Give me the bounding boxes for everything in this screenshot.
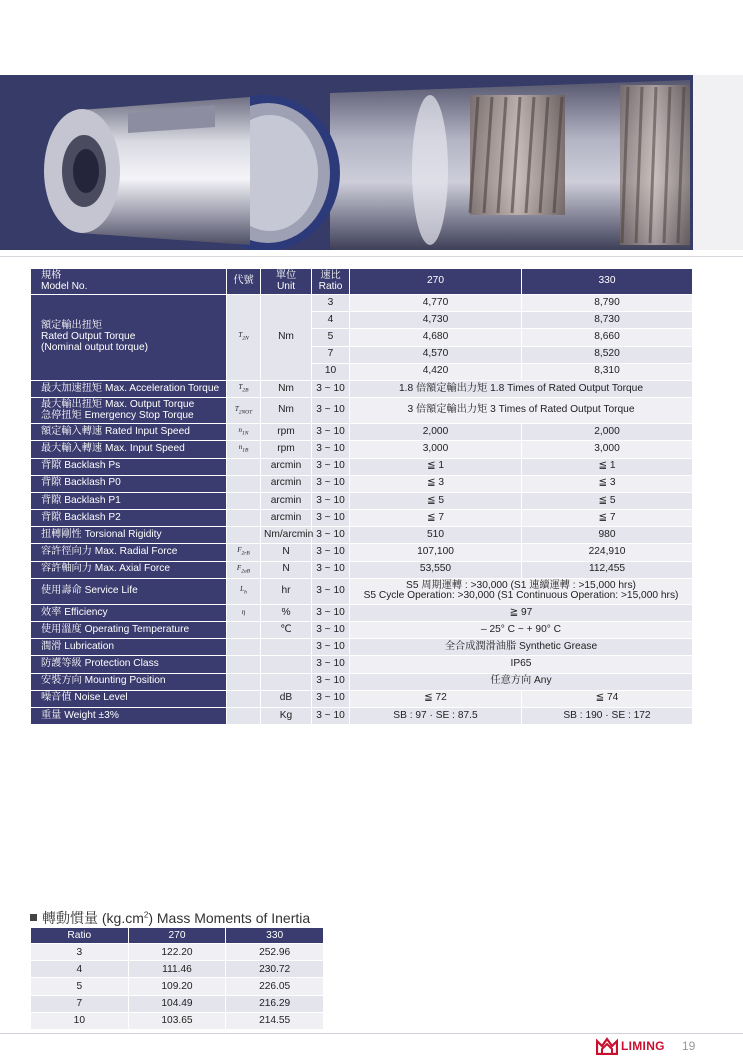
spec-row [31,398,693,424]
square-bullet-icon [30,914,37,921]
row-label: 效率 Efficiency [31,604,227,621]
spec-row [31,492,693,509]
value-270: 4,680 [350,329,522,346]
merged-value: IP65 [350,656,693,673]
ratio-cell: 3 ~ 10 [312,707,350,724]
unit-cell: rpm [261,441,312,458]
header-ratio: 速比 Ratio [312,269,350,295]
value-330: ≦ 5 [522,492,693,509]
symbol-cell [227,527,261,544]
value-330: 8,660 [522,329,693,346]
merged-value: ≧ 97 [350,604,693,621]
row-label: 使用壽命 Service Life [31,578,227,604]
value-270: 107,100 [350,544,522,561]
value-330: 224,910 [522,544,693,561]
symbol-cell: $T_{2NOT}$ [227,398,261,424]
row-label: 背隙 Backlash Ps [31,458,227,475]
inertia-row [31,995,324,1012]
ratio-cell: 3 ~ 10 [312,398,350,424]
value-330: 980 [522,527,693,544]
inertia-value: 103.65 [128,1012,226,1029]
inertia-ratio: 10 [31,1012,129,1029]
ratio-cell: 3 ~ 10 [312,673,350,690]
header-330: 330 [522,269,693,295]
row-label: 背隙 Backlash P2 [31,510,227,527]
ratio-cell: 3 ~ 10 [312,578,350,604]
inertia-ratio: 7 [31,995,129,1012]
brand-name: LIMING [621,1039,665,1053]
value-270: 4,570 [350,346,522,363]
inertia-value: 122.20 [128,944,226,961]
spec-row [31,527,693,544]
ratio-cell: 3 ~ 10 [312,424,350,441]
symbol-cell [227,475,261,492]
inertia-header-1: 270 [128,928,226,944]
spec-row [31,622,693,639]
ratio-cell: 3 ~ 10 [312,492,350,509]
inertia-value: 104.49 [128,995,226,1012]
value-330: ≦ 7 [522,510,693,527]
unit-cell: rpm [261,424,312,441]
page-number: 19 [682,1039,696,1053]
symbol-cell [227,458,261,475]
unit-cell: Kg [261,707,312,724]
symbol-cell [227,639,261,656]
symbol-cell: $n_{1B}$ [227,441,261,458]
inertia-table [30,927,324,1030]
inertia-ratio: 5 [31,978,129,995]
unit-cell: dB [261,690,312,707]
ratio-cell: 4 [312,312,350,329]
value-330: 8,310 [522,363,693,380]
ratio-cell: 3 ~ 10 [312,380,350,397]
symbol-cell: $T_{2B}$ [227,380,261,397]
spec-row [31,707,693,724]
ratio-cell: 3 ~ 10 [312,544,350,561]
spec-row [31,424,693,441]
merged-value: – 25° C ~ + 90° C [350,622,693,639]
symbol-cell [227,690,261,707]
inertia-ratio: 3 [31,944,129,961]
inertia-value: 109.20 [128,978,226,995]
symbol-cell: η [227,604,261,621]
value-330: ≦ 3 [522,475,693,492]
value-270: ≦ 5 [350,492,522,509]
value-330: 2,000 [522,424,693,441]
spec-row [31,544,693,561]
header-symbol: 代號 [227,269,261,295]
footer-divider [0,1033,743,1034]
spec-header-row [31,269,693,295]
spec-row [31,656,693,673]
inertia-value: 230.72 [226,961,324,978]
ratio-cell: 3 ~ 10 [312,639,350,656]
ratio-cell: 3 ~ 10 [312,604,350,621]
spec-row [31,604,693,621]
symbol-cell: $F_{2rB}$ [227,544,261,561]
ratio-cell: 3 ~ 10 [312,441,350,458]
header-model: 規格 Model No. [31,269,227,295]
inertia-value: 214.55 [226,1012,324,1029]
inertia-ratio: 4 [31,961,129,978]
ratio-cell: 5 [312,329,350,346]
value-270: ≦ 7 [350,510,522,527]
symbol-cell [227,492,261,509]
spec-row [31,578,693,604]
spec-row [31,561,693,578]
unit-cell [261,656,312,673]
unit-cell: N [261,544,312,561]
value-330: 3,000 [522,441,693,458]
inertia-row [31,1012,324,1029]
symbol-cell: $n_{1N}$ [227,424,261,441]
row-label: 防護等級 Protection Class [31,656,227,673]
value-270: SB : 97 · SE : 87.5 [350,707,522,724]
merged-value: 3 倍額定輸出力矩 3 Times of Rated Output Torque [350,398,693,424]
value-330: 8,730 [522,312,693,329]
unit-cell: Nm/arcmin [261,527,312,544]
value-270: 4,420 [350,363,522,380]
unit-cell: arcmin [261,458,312,475]
value-270: ≦ 1 [350,458,522,475]
inertia-value: 216.29 [226,995,324,1012]
merged-value: 全合成潤滑油脂 Synthetic Grease [350,639,693,656]
spec-row [31,475,693,492]
inertia-title: 轉動慣量 $(kg.cm^2)$ Mass Moments of Inertia [30,908,310,928]
unit-cell: Nm [261,398,312,424]
unit-cell [261,673,312,690]
spec-row [31,673,693,690]
symbol-cell [227,707,261,724]
value-270: 4,770 [350,295,522,312]
row-label: 容許徑向力 Max. Radial Force [31,544,227,561]
spec-table [30,268,693,725]
value-270: 2,000 [350,424,522,441]
unit-cell: arcmin [261,492,312,509]
spec-row [31,690,693,707]
inertia-header-row [31,928,324,944]
ratio-cell: 3 ~ 10 [312,510,350,527]
merged-value: S5 周期運轉 : >30,000 (S1 連續運轉 : >15,000 hrs) S5 Cycle Operation: >30,000 (S1 Continuous Operation: >15,000 hrs) [350,578,693,604]
ratio-cell: 3 ~ 10 [312,527,350,544]
row-label: 最大輸入轉速 Max. Input Speed [31,441,227,458]
unit-cell [261,639,312,656]
row-label: 背隙 Backlash P1 [31,492,227,509]
liming-logo-icon [596,1037,618,1055]
spec-row [31,510,693,527]
unit-cell: arcmin [261,475,312,492]
inertia-header-0: Ratio [31,928,129,944]
value-270: 3,000 [350,441,522,458]
inertia-value: 226.05 [226,978,324,995]
ratio-cell: 3 ~ 10 [312,656,350,673]
value-330: ≦ 74 [522,690,693,707]
row-label: 容許軸向力 Max. Axial Force [31,561,227,578]
value-270: ≦ 3 [350,475,522,492]
row-label: 扭轉剛性 Torsional Rigidity [31,527,227,544]
merged-value: 任意方向 Any [350,673,693,690]
symbol-cell: $T_{2N}$ [227,295,261,381]
value-270: ≦ 72 [350,690,522,707]
header-270: 270 [350,269,522,295]
value-270: 4,730 [350,312,522,329]
unit-cell: Nm [261,380,312,397]
value-330: 8,790 [522,295,693,312]
value-330: 8,520 [522,346,693,363]
spec-row [31,441,693,458]
inertia-value: 252.96 [226,944,324,961]
value-330: ≦ 1 [522,458,693,475]
merged-value: 1.8 倍額定輸出力矩 1.8 Times of Rated Output Torque [350,380,693,397]
row-label: 最大加速扭矩 Max. Acceleration Torque [31,380,227,397]
spec-row [31,639,693,656]
inertia-row [31,978,324,995]
unit-cell: ℃ [261,622,312,639]
symbol-cell: $L_h$ [227,578,261,604]
unit-cell: % [261,604,312,621]
value-270: 53,550 [350,561,522,578]
unit-cell: Nm [261,295,312,381]
unit-cell: arcmin [261,510,312,527]
row-label: 使用溫度 Operating Temperature [31,622,227,639]
header-unit: 單位 Unit [261,269,312,295]
symbol-cell [227,622,261,639]
row-label: 最大輸出扭矩 Max. Output Torque 急停扭矩 Emergency Stop Torque [31,398,227,424]
ratio-cell: 3 [312,295,350,312]
unit-cell: N [261,561,312,578]
row-label: 安裝方向 Mounting Position [31,673,227,690]
symbol-cell: $F_{2aB}$ [227,561,261,578]
hero-side-strip [693,75,743,250]
ratio-cell: 3 ~ 10 [312,458,350,475]
row-label: 潤滑 Lubrication [31,639,227,656]
value-270: 510 [350,527,522,544]
hero-image [0,75,743,250]
ratio-cell: 3 ~ 10 [312,475,350,492]
row-label: 噪音值 Noise Level [31,690,227,707]
row-label: 額定輸出扭矩 Rated Output Torque (Nominal output torque) [31,295,227,381]
divider [0,256,743,257]
spec-row [31,380,693,397]
ratio-cell: 3 ~ 10 [312,561,350,578]
symbol-cell [227,510,261,527]
value-330: 112,455 [522,561,693,578]
liming-logo [596,1036,665,1056]
row-label: 重量 Weight ±3% [31,707,227,724]
symbol-cell [227,656,261,673]
inertia-row [31,961,324,978]
row-label: 額定輸入轉速 Rated Input Speed [31,424,227,441]
inertia-row [31,944,324,961]
row-label: 背隙 Backlash P0 [31,475,227,492]
unit-cell: hr [261,578,312,604]
inertia-header-2: 330 [226,928,324,944]
gearbox-shaft-illustration [0,75,743,250]
ratio-cell: 3 ~ 10 [312,690,350,707]
spec-row [31,458,693,475]
spec-row [31,295,693,312]
value-330: SB : 190 · SE : 172 [522,707,693,724]
symbol-cell [227,673,261,690]
inertia-value: 111.46 [128,961,226,978]
ratio-cell: 3 ~ 10 [312,622,350,639]
ratio-cell: 7 [312,346,350,363]
ratio-cell: 10 [312,363,350,380]
